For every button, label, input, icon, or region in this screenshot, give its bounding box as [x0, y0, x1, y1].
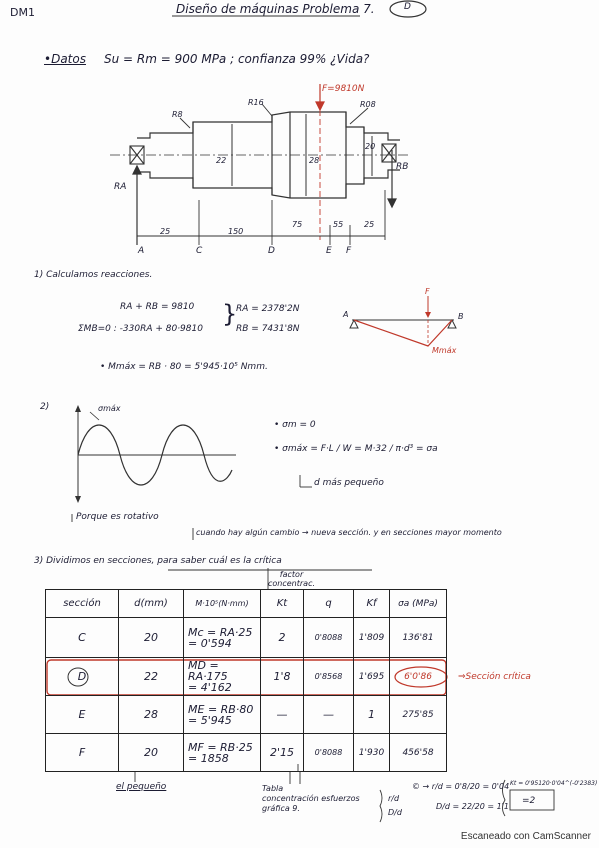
row-f-kt: 2'15 — [261, 734, 304, 772]
row-f-sa: 456'58 — [390, 734, 447, 772]
step2-rot: Porque es rotativo — [76, 512, 159, 522]
rd-labels: r/d D/d — [388, 794, 402, 817]
step2-num: 2) — [40, 402, 50, 412]
force-label: F=9810N — [322, 84, 365, 94]
table-header-row — [46, 590, 447, 618]
header-sa: σa (MPa) — [390, 590, 447, 618]
row-d-sa: 6'0'86 — [390, 658, 447, 696]
step2-sa: • σmáx = F·L / W = M·32 / π·d³ = σa — [274, 444, 438, 454]
point-a: A — [138, 246, 145, 256]
tabla-note: Tabla concentración esfuerzos gráfica 9. — [262, 784, 360, 813]
header-kf: Kf — [354, 590, 390, 618]
diagram-mmax: Mmáx — [432, 346, 457, 355]
point-d: D — [268, 246, 275, 256]
row-e-sa: 275'85 — [390, 696, 447, 734]
point-e: E — [326, 246, 332, 256]
reaction-a-label: RA — [114, 182, 127, 192]
step3-title: 3) Dividimos en secciones, para saber cuál es la crítica — [34, 556, 282, 566]
row-c-d: 20 — [119, 618, 184, 658]
radius-label-2: R16 — [248, 98, 264, 107]
kt-result: =2 — [522, 796, 536, 806]
radius-leaders — [180, 104, 368, 128]
row-d-d: 22 — [119, 658, 184, 696]
critical-label: ⇒Sección crítica — [458, 672, 531, 682]
bearing-b-icon — [382, 144, 396, 162]
step1-brace: } — [222, 300, 238, 328]
table-row — [46, 658, 447, 696]
table-row — [46, 696, 447, 734]
reaction-b-label: RB — [396, 162, 409, 172]
sections-table — [45, 589, 447, 772]
row-f-section: F — [46, 734, 119, 772]
segment-1: 25 — [160, 227, 171, 236]
segment-4: 55 — [333, 220, 344, 229]
diagram-b: B — [458, 312, 464, 321]
row-c-kf: 1'809 — [354, 618, 390, 658]
step2-sm: • σm = 0 — [274, 420, 316, 430]
row-c-kt: 2 — [261, 618, 304, 658]
c-calc-1: © → r/d = 0'8/20 = 0'04 — [412, 782, 510, 791]
diameter-label-1: 22 — [216, 156, 227, 165]
row-c-section: C — [46, 618, 119, 658]
row-e-d: 28 — [119, 696, 184, 734]
point-f: F — [346, 246, 352, 256]
row-d-kt: 1'8 — [261, 658, 304, 696]
pequeno-label: el pequeño — [116, 782, 167, 792]
dimension-line — [137, 190, 385, 245]
diameter-label-2: 28 — [309, 156, 320, 165]
datos-label: •Datos — [44, 52, 86, 66]
header-m: M·10⁵(N·mm) — [184, 590, 261, 618]
step1-eq2: ΣMB=0 : -330RA + 80·9810 — [78, 324, 203, 334]
row-e-kt: — — [261, 696, 304, 734]
reaction-arrows — [133, 150, 396, 245]
radius-label-1: R8 — [172, 110, 183, 119]
row-e-section: E — [46, 696, 119, 734]
step1-eq1: RA + RB = 9810 — [120, 302, 195, 312]
step3-note: cuando hay algún cambio → nueva sección. y en secciones mayor momento — [196, 528, 502, 537]
header-seccion: sección — [46, 590, 119, 618]
row-f-d: 20 — [119, 734, 184, 772]
radius-label-3: R08 — [360, 100, 376, 109]
factor-label: factor concentrac. — [268, 570, 316, 588]
row-f-kf: 1'930 — [354, 734, 390, 772]
sine-wave-plot — [75, 405, 236, 503]
step1-mmax: • Mmáx = RB · 80 = 5'945·10⁵ Nmm. — [100, 362, 268, 372]
page-mark: D — [404, 2, 411, 12]
row-d-m: MD = RA·175 = 4'162 — [184, 658, 261, 696]
step2-smax: σmáx — [98, 404, 121, 413]
point-c: C — [196, 246, 203, 256]
step2-note: d más pequeño — [314, 478, 384, 488]
segment-3: 75 — [292, 220, 303, 229]
row-e-kf: 1 — [354, 696, 390, 734]
row-e-m: ME = RB·80 = 5'945 — [184, 696, 261, 734]
c-calc-2: D/d = 22/20 = 1'1 — [436, 802, 509, 811]
row-d-kf: 1'695 — [354, 658, 390, 696]
page-title: Diseño de máquinas Problema 7. — [176, 2, 375, 16]
moment-diagram — [350, 296, 456, 346]
scanner-watermark: Escaneado con CamScanner — [460, 831, 591, 842]
row-d-section: D — [46, 658, 119, 696]
row-c-q: 0'8088 — [304, 618, 354, 658]
row-d-q: 0'8568 — [304, 658, 354, 696]
segment-5: 25 — [364, 220, 375, 229]
diagram-a: A — [343, 310, 349, 319]
header-kt: Kt — [261, 590, 304, 618]
kt-calc: Kt = 0'95120·0'04^(-0'2383) — [510, 780, 598, 787]
datos-text: Su = Rm = 900 MPa ; confianza 99% ¿Vida? — [104, 52, 370, 66]
table-row — [46, 734, 447, 772]
header-d: d(mm) — [119, 590, 184, 618]
header-code: DM1 — [10, 6, 35, 19]
row-e-q: — — [304, 696, 354, 734]
segment-2: 150 — [228, 227, 244, 236]
table-row — [46, 618, 447, 658]
diameter-label-3: 20 — [365, 142, 376, 151]
header-q: q — [304, 590, 354, 618]
diagram-f: F — [425, 287, 430, 296]
row-f-q: 0'8088 — [304, 734, 354, 772]
row-c-sa: 136'81 — [390, 618, 447, 658]
row-c-m: Mc = RA·25 = 0'594 — [184, 618, 261, 658]
row-f-m: MF = RB·25 = 1858 — [184, 734, 261, 772]
step1-res2: RB = 7431'8N — [236, 324, 300, 334]
step1-res1: RA = 2378'2N — [236, 304, 300, 314]
step1-title: 1) Calculamos reacciones. — [34, 270, 153, 280]
